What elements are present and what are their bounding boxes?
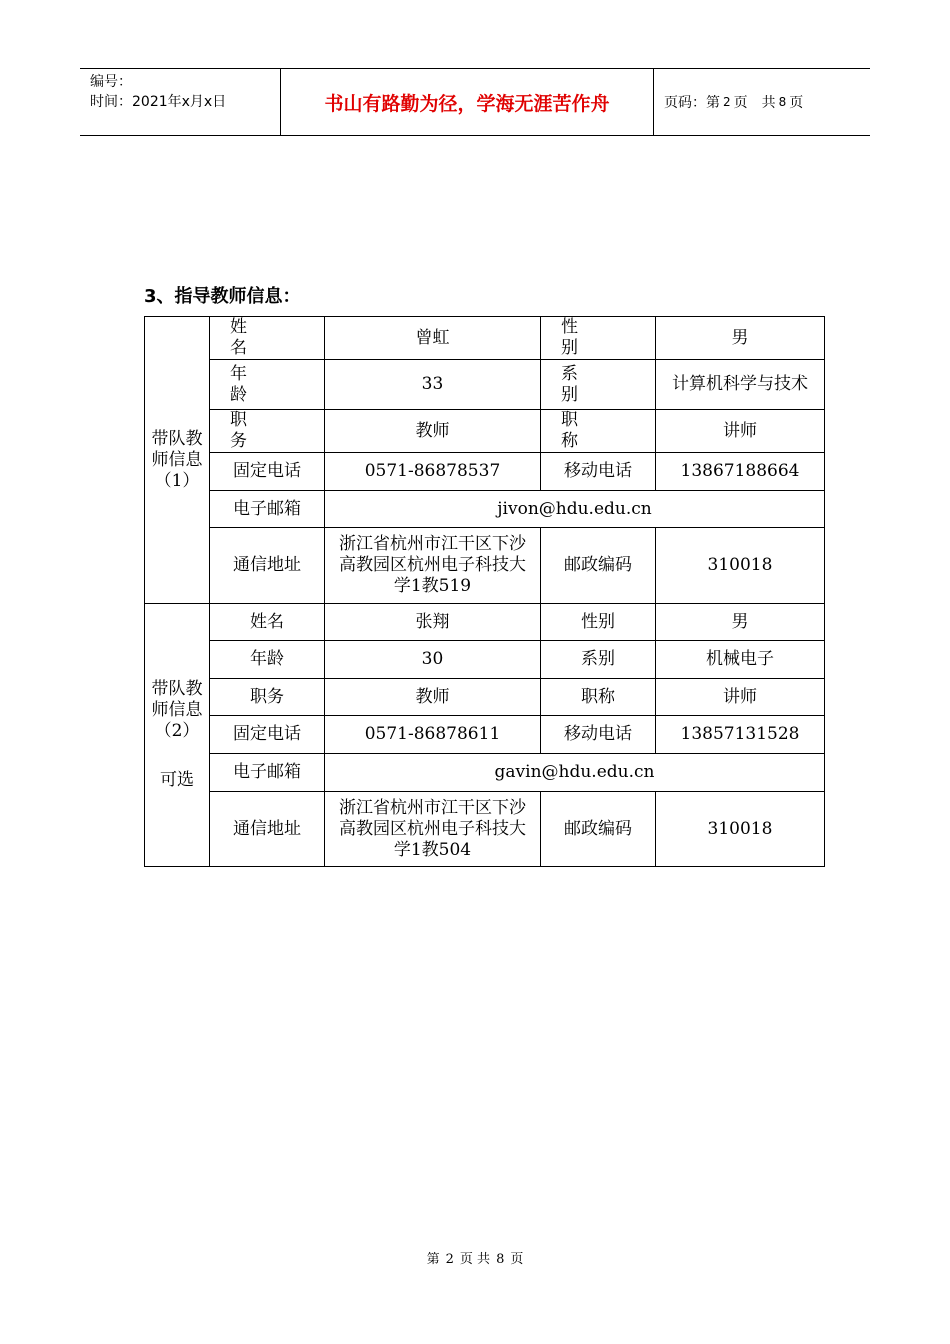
teacher2-address: 浙江省杭州市江干区下沙高教园区杭州电子科技大学1教504 xyxy=(325,792,541,867)
header-motto: 书山有路勤为径，学海无涯苦作舟 xyxy=(281,69,654,135)
header-page-suffix: 页 xyxy=(789,95,804,111)
teacher2-mobile: 13857131528 xyxy=(656,716,825,754)
teacher1-phone-label: 固定电话 xyxy=(210,453,325,491)
teacher2-address-label: 通信地址 xyxy=(210,792,325,867)
teacher1-gender-label: 性 别 xyxy=(541,317,656,360)
teacher1-age: 33 xyxy=(325,360,541,410)
teacher2-age-label: 年龄 xyxy=(210,641,325,679)
teacher1-gender: 男 xyxy=(656,317,825,360)
teacher2-optional: 可选 xyxy=(160,770,194,790)
table-row xyxy=(145,792,825,867)
teacher2-gender: 男 xyxy=(656,604,825,641)
table-row xyxy=(145,491,825,528)
teacher1-phone: 0571-86878537 xyxy=(325,453,541,491)
teacher2-position: 教师 xyxy=(325,679,541,716)
teacher1-name: 曾虹 xyxy=(325,317,541,360)
teacher1-mobile: 13867188664 xyxy=(656,453,825,491)
teacher1-title-label: 职 称 xyxy=(541,410,656,453)
teacher1-position: 教师 xyxy=(325,410,541,453)
teacher-info-table xyxy=(144,316,825,867)
teacher1-zip: 310018 xyxy=(656,528,825,604)
teacher2-group-label xyxy=(145,604,210,867)
teacher2-dept-label: 系别 xyxy=(541,641,656,679)
footer-current: 2 xyxy=(445,1252,454,1267)
teacher1-dept: 计算机科学与技术 xyxy=(656,360,825,410)
page-footer xyxy=(0,1248,950,1267)
header-number-label: 编号： xyxy=(90,74,132,90)
teacher1-title: 讲师 xyxy=(656,410,825,453)
teacher2-email-label: 电子邮箱 xyxy=(210,754,325,792)
table-row xyxy=(145,679,825,716)
header-page-prefix: 页码：第 xyxy=(664,95,720,111)
teacher2-title-label: 职称 xyxy=(541,679,656,716)
teacher2-phone: 0571-86878611 xyxy=(325,716,541,754)
footer-mid: 页 共 xyxy=(459,1252,491,1267)
teacher2-title: 讲师 xyxy=(656,679,825,716)
table-row xyxy=(145,716,825,754)
teacher1-email-label: 电子邮箱 xyxy=(210,491,325,528)
teacher2-group-text: 带队教师信息（2） xyxy=(151,679,203,741)
header-page-mid: 页 共 xyxy=(733,95,776,111)
teacher1-group-label: 带队教师信息（1） xyxy=(145,317,210,604)
teacher2-dept: 机械电子 xyxy=(656,641,825,679)
teacher1-age-label: 年 龄 xyxy=(210,360,325,410)
table-row xyxy=(145,453,825,491)
teacher2-mobile-label: 移动电话 xyxy=(541,716,656,754)
table-row xyxy=(145,410,825,453)
teacher2-zip-label: 邮政编码 xyxy=(541,792,656,867)
table-row xyxy=(145,641,825,679)
teacher2-age: 30 xyxy=(325,641,541,679)
table-row xyxy=(145,528,825,604)
teacher1-address: 浙江省杭州市江干区下沙高教园区杭州电子科技大学1教519 xyxy=(325,528,541,604)
teacher1-zip-label: 邮政编码 xyxy=(541,528,656,604)
teacher1-dept-label: 系 别 xyxy=(541,360,656,410)
footer-total: 8 xyxy=(496,1252,505,1267)
table-row xyxy=(145,317,825,360)
header-page-info xyxy=(654,69,870,135)
teacher2-email: gavin@hdu.edu.cn xyxy=(325,754,825,792)
header-page-current: 2 xyxy=(723,95,731,109)
teacher1-email: jivon@hdu.edu.cn xyxy=(325,491,825,528)
teacher2-gender-label: 性别 xyxy=(541,604,656,641)
table-row xyxy=(145,360,825,410)
page-header xyxy=(80,68,870,136)
teacher2-name-label: 姓名 xyxy=(210,604,325,641)
header-time-label: 时间：2021年x月x日 xyxy=(90,94,227,110)
teacher1-mobile-label: 移动电话 xyxy=(541,453,656,491)
header-meta xyxy=(80,69,281,135)
teacher1-name-label: 姓 名 xyxy=(210,317,325,360)
teacher2-position-label: 职务 xyxy=(210,679,325,716)
teacher2-phone-label: 固定电话 xyxy=(210,716,325,754)
header-page-total: 8 xyxy=(778,95,787,109)
footer-prefix: 第 xyxy=(426,1252,440,1267)
footer-suffix: 页 xyxy=(510,1252,524,1267)
teacher2-zip: 310018 xyxy=(656,792,825,867)
table-row xyxy=(145,604,825,641)
section-title: 3、指导教师信息： xyxy=(144,286,301,307)
teacher2-name: 张翔 xyxy=(325,604,541,641)
teacher1-address-label: 通信地址 xyxy=(210,528,325,604)
teacher1-position-label: 职 务 xyxy=(210,410,325,453)
table-row xyxy=(145,754,825,792)
